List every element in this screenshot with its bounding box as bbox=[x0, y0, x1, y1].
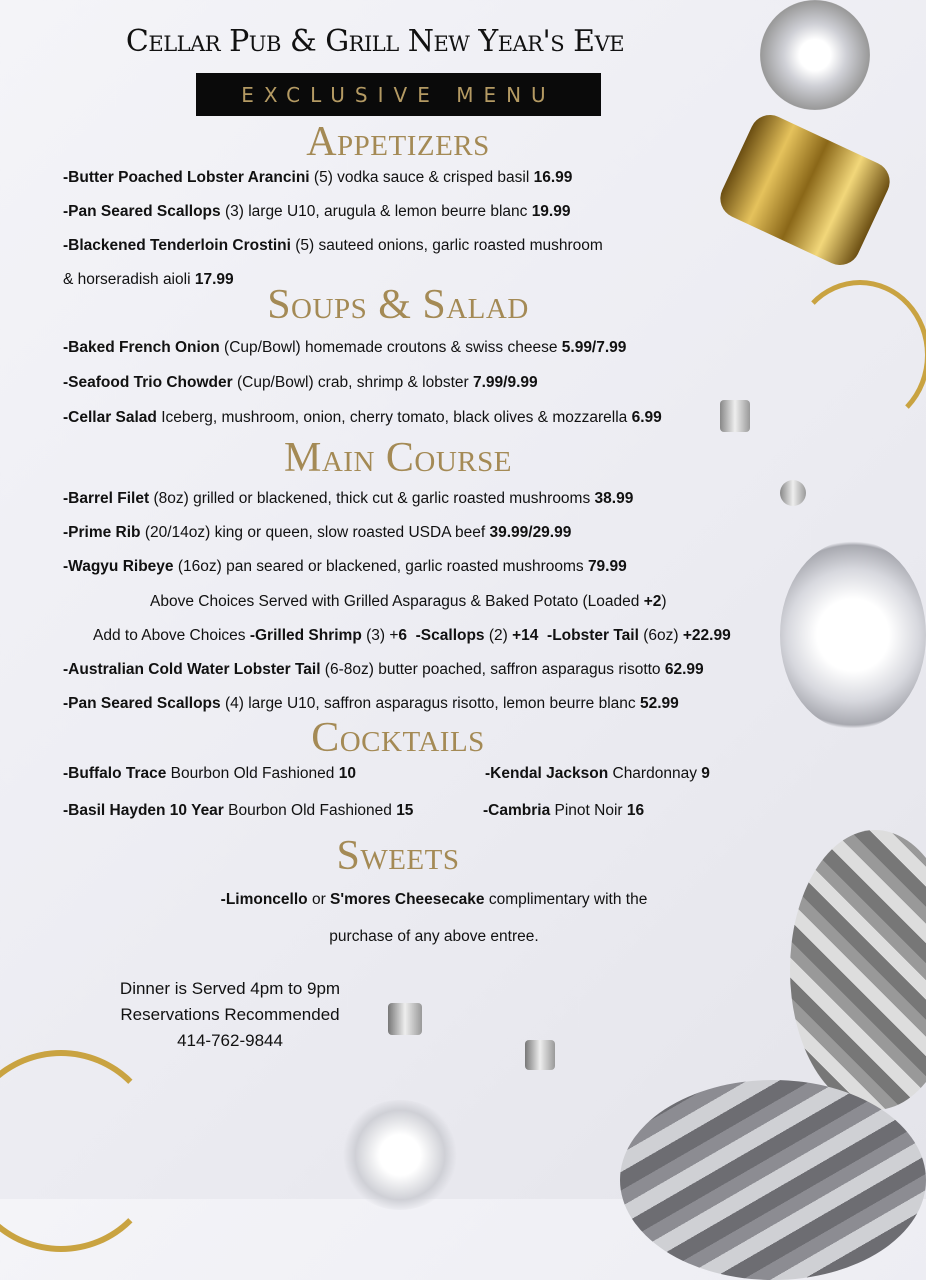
menu-item: -Baked French Onion (Cup/Bowl) homemade croutons & swiss cheese 5.99/7.99 bbox=[63, 339, 627, 356]
add-ons-note: Add to Above Choices -Grilled Shrimp (3) +6 -Scallops (2) +14 -Lobster Tail (6oz) +22.99 bbox=[93, 627, 731, 644]
exclusive-menu-banner: EXCLUSIVE MENU bbox=[196, 73, 601, 116]
silver-confetti-decoration bbox=[340, 1100, 460, 1210]
reservations-note: Reservations Recommended bbox=[120, 1005, 340, 1024]
heading-cocktails: Cocktails bbox=[311, 715, 485, 761]
menu-item: -Barrel Filet (8oz) grilled or blackened, thick cut & garlic roasted mushrooms 38.99 bbox=[63, 490, 634, 507]
menu-item: -Pan Seared Scallops (4) large U10, saffron asparagus risotto, lemon beurre blanc 52.99 bbox=[63, 695, 679, 712]
footer-info bbox=[60, 976, 400, 1054]
sequin-decoration bbox=[525, 1040, 555, 1070]
menu-item: -Kendal Jackson Chardonnay 9 bbox=[485, 765, 710, 782]
heading-soups-salad: Soups & Salad bbox=[267, 282, 529, 328]
heading-sweets: Sweets bbox=[336, 833, 460, 879]
heading-appetizers: Appetizers bbox=[306, 119, 490, 165]
menu-item: -Butter Poached Lobster Arancini (5) vodka sauce & crisped basil 16.99 bbox=[63, 169, 573, 186]
menu-item: -Pan Seared Scallops (3) large U10, arugula & lemon beurre blanc 19.99 bbox=[63, 203, 571, 220]
menu-item: -Australian Cold Water Lobster Tail (6-8oz) butter poached, saffron asparagus risotto 62.99 bbox=[63, 661, 704, 678]
phone-number[interactable]: 414-762-9844 bbox=[177, 1031, 283, 1050]
menu-item-continued: & horseradish aioli 17.99 bbox=[63, 271, 234, 288]
ribbon-decoration bbox=[0, 1050, 162, 1252]
menu-item: -Basil Hayden 10 Year Bourbon Old Fashioned 15 bbox=[63, 802, 414, 819]
sweets-note: purchase of any above entree. bbox=[329, 928, 539, 945]
menu-item: -Cambria Pinot Noir 16 bbox=[483, 802, 645, 819]
confetti-decoration bbox=[700, 0, 926, 1199]
sweets-item: -Limoncello or S'mores Cheesecake complimentary with the bbox=[220, 891, 648, 908]
served-with-note: Above Choices Served with Grilled Asparagus & Baked Potato (Loaded +2) bbox=[150, 593, 667, 610]
dinner-hours: Dinner is Served 4pm to 9pm bbox=[119, 979, 341, 998]
menu-item: -Seafood Trio Chowder (Cup/Bowl) crab, shrimp & lobster 7.99/9.99 bbox=[63, 374, 538, 391]
menu-item: -Buffalo Trace Bourbon Old Fashioned 10 bbox=[63, 765, 356, 782]
menu-item: -Wagyu Ribeye (16oz) pan seared or blackened, garlic roasted mushrooms 79.99 bbox=[63, 558, 627, 575]
heading-main-course: Main Course bbox=[284, 435, 512, 481]
menu-item: -Blackened Tenderloin Crostini (5) sauteed onions, garlic roasted mushroom bbox=[63, 237, 603, 254]
menu-item: -Prime Rib (20/14oz) king or queen, slow roasted USDA beef 39.99/29.99 bbox=[63, 524, 572, 541]
menu-item: -Cellar Salad Iceberg, mushroom, onion, cherry tomato, black olives & mozzarella 6.99 bbox=[63, 409, 662, 426]
menu-title: Cellar Pub & Grill New Year's Eve bbox=[125, 24, 625, 59]
disco-ball-decoration bbox=[620, 1080, 926, 1280]
